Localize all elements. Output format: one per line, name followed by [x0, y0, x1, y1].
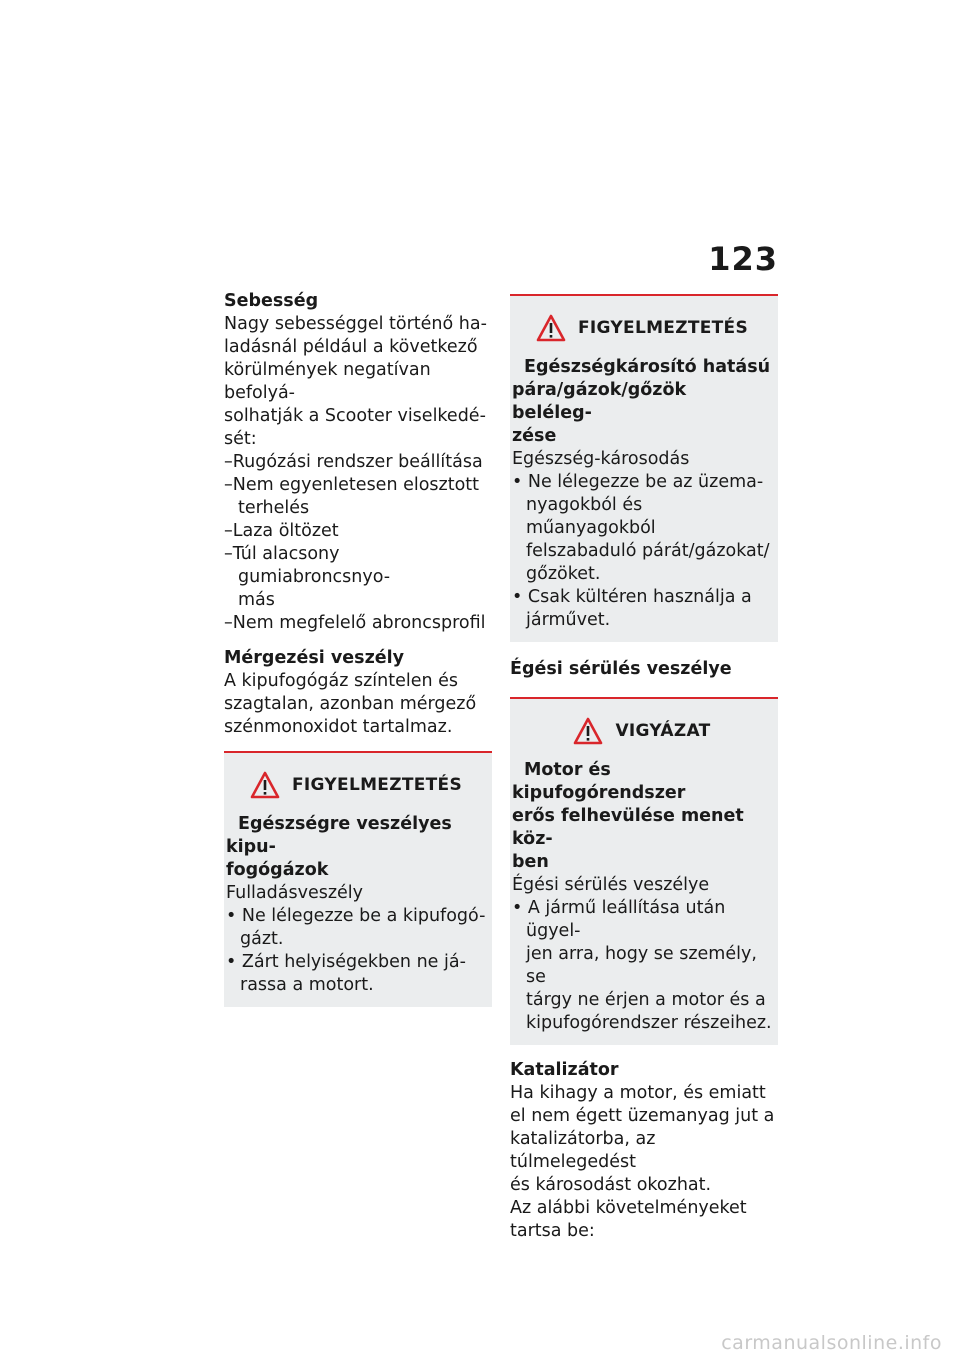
- speed-title: Sebesség: [224, 291, 319, 311]
- catalyst-text: Ha kihagy a motor, és emiatt el nem égett üzemanyag jut a katalizátorba, az túlmelegedést és károsodást okozhat. Az alábbi követelményeket tartsa be:: [510, 1083, 775, 1241]
- left-column: [224, 290, 492, 1007]
- right-column: [510, 290, 778, 1243]
- warning-label: FIGYELMEZTETÉS: [578, 318, 748, 338]
- list-item: • Csak kültéren használja a járművet.: [512, 587, 752, 630]
- warning-triangle-icon: [573, 717, 603, 745]
- warning-header: [512, 709, 772, 753]
- warning-header: [226, 763, 486, 807]
- warning-box: [224, 751, 492, 1007]
- watermark-footer: carmanualsonline.info: [721, 1332, 942, 1354]
- list-item: • Ne lélegezze be a kipufogó- gázt.: [226, 906, 486, 949]
- poison-title: Mérgezési veszély: [224, 648, 405, 668]
- poison-text: A kipufogógáz színtelen és szagtalan, azonban mérgező szénmonoxidot tartalmaz.: [224, 671, 477, 737]
- warning-box: [510, 294, 778, 642]
- warning-subtitle: Egészségre veszélyes kipu- fogógázok: [226, 814, 452, 880]
- warning-subtitle: Egészségkárosító hatású pára/gázok/gőzök beléleg- zése: [512, 357, 771, 446]
- list-item: –Nem megfelelő abroncsprofil: [224, 613, 486, 633]
- list-item: –Túl alacsony gumiabroncsnyo- más: [224, 544, 391, 610]
- warning-triangle-icon: [250, 771, 280, 799]
- speed-text: Nagy sebességgel történő ha- ladásnál például a következő körülmények negatívan befolyá- solhatják a Scooter viselkedé- sét:: [224, 314, 487, 449]
- catalyst-title: Katalizátor: [510, 1060, 619, 1080]
- list-item: –Laza öltözet: [224, 521, 339, 541]
- warning-consequence: Égési sérülés veszélye: [512, 875, 710, 895]
- warning-consequence: Fulladásveszély: [226, 883, 364, 903]
- burn-title: Égési sérülés veszélye: [510, 659, 732, 679]
- warning-label: VIGYÁZAT: [615, 721, 711, 741]
- speed-list: [224, 451, 492, 635]
- warning-subtitle: Motor és kipufogórendszer erős felhevülése menet köz- ben: [512, 760, 744, 872]
- page-number: 123: [708, 240, 778, 278]
- warning-box: [510, 697, 778, 1045]
- list-item: –Nem egyenletesen elosztott terhelés: [224, 475, 480, 518]
- warning-header: [512, 306, 772, 350]
- list-item: • A jármű leállítása után ügyel- jen arra, hogy se személy, se tárgy ne érjen a motor és a kipufogórendszer részeihez.: [512, 898, 772, 1033]
- list-item: –Rugózási rendszer beállítása: [224, 452, 483, 472]
- warning-consequence: Egészség-károsodás: [512, 449, 690, 469]
- warning-label: FIGYELMEZTETÉS: [292, 775, 462, 795]
- warning-triangle-icon: [536, 314, 566, 342]
- list-item: • Zárt helyiségekben ne já- rassa a motort.: [226, 952, 466, 995]
- list-item: • Ne lélegezze be az üzema- nyagokból és műanyagokból felszabaduló párát/gázokat/ gőzöket.: [512, 472, 770, 584]
